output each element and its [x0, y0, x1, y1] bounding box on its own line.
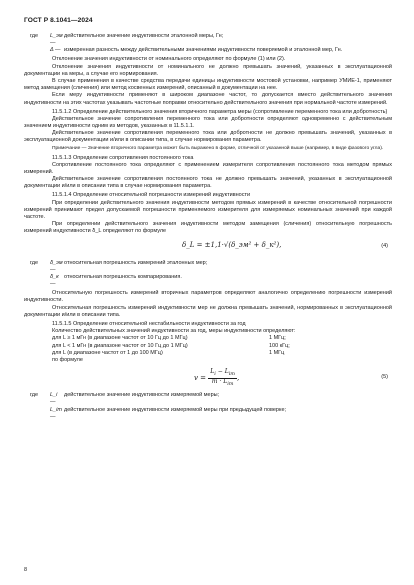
where-symbol: L_i —: [50, 392, 58, 406]
where-key: [24, 407, 50, 421]
where-desc: действительное значение индуктивности эталонной меры, Гн;: [64, 33, 224, 39]
where-line: [24, 260, 392, 274]
value-row: [24, 350, 392, 357]
where-desc: измеренная разность между действительными значениями индуктивности поверяемой и эталонной мер, Гн.: [64, 47, 343, 54]
where-key: где: [30, 392, 39, 399]
where-symbol: L_im —: [50, 406, 62, 420]
where-symbol: Δ —: [50, 47, 61, 54]
paragraph: Количество действительных значений индуктивности за год, меры индуктивности определяют:: [52, 328, 296, 335]
page-content: [24, 33, 392, 421]
value-row-value: 100 кГц;: [269, 342, 290, 349]
where-key: где: [30, 259, 39, 266]
section-heading-11-5-1-2: 11.5.1.2 Определение действительного значения вторичного параметра меры (сопротивление переменного тока или добротность): [52, 108, 388, 115]
paragraph: Действительное значение сопротивления переменного тока или добротности определяют одновременно с действительным значением индуктивности одним из методов, указанных в 11.5.1.1.: [24, 115, 392, 130]
paragraph: Действительное значение сопротивления постоянного тока не должно превышать значений, указанных в эксплуатационной документации и/или в описании типа в случае нормирования параметра.: [24, 176, 392, 190]
paragraph: Действительное значение сопротивления переменного тока или добротности не должно превышать значений, указанных в эксплуатационной документации и/или в описании типа, в случае нормирования параметра.: [24, 130, 392, 144]
where-line: [24, 407, 392, 421]
paragraph: Отклонение значения индуктивности от номинального не должно превышать значений, указанных в эксплуатационной документации на меры, а случае его нормирования.: [24, 63, 392, 77]
formula-4-number: (4): [381, 242, 388, 249]
paragraph: Относительная погрешность измерений индуктивности мер не должна превышать значений, нормированных в эксплуатационной документации и/или в описании типа.: [24, 304, 392, 318]
where-desc: относительная погрешность компарирования.: [64, 274, 182, 281]
where-line: [24, 33, 392, 47]
section-heading-11-5-1-4: 11.5.1.4 Определение относительной погрешности измерений индуктивности: [52, 192, 251, 199]
value-row-value: 1 МГц;: [269, 335, 286, 342]
formula-5-fraction: $\frac{L_i - L_{im}}{m \cdot L_{im}}$: [210, 368, 236, 387]
formula-5-number: (5): [381, 374, 388, 381]
paragraph: В случае применения в качестве средства передачи единицы индуктивности мостовой установки, например УМИЕ-1, применяют метод замещения (сличения) или метод косвенных измерений, описанный в документации на нее.: [24, 78, 392, 92]
where-desc: относительная погрешность измерений эталонных мер;: [64, 259, 208, 266]
note: [24, 146, 392, 152]
value-row-label: для L ≥ 1 мГн (в диапазоне частот от 10 Гц до 1 МГц): [52, 335, 188, 342]
paragraph: При определении действительного значения индуктивности методом замещения (сличения) относительную погрешность измерений индуктивности δ_L определяют по формуле: [24, 221, 392, 235]
paragraph: Если меру индуктивности применяют в широком диапазоне частот, то допускается вместо действительного значения индуктивности на этих частотах указывать частотные поправки относительно действительного значения при нормальной частоте измерений.: [24, 92, 392, 106]
note-text: Значение вторичного параметра может быть выражено в форме, отличной от указанной выше (например, в виде фазового угла).: [87, 146, 384, 152]
where-symbol: δ_эм —: [50, 259, 63, 273]
section-heading-11-5-1-5: 11.5.1.5 Определение относительной нестабильности индуктивности за год: [52, 320, 246, 327]
paragraph: по формуле: [52, 356, 83, 363]
paragraph: Сопротивление постоянного тока определяют с применением измерителя сопротивления постоянного тока методом прямых измерений.: [24, 161, 392, 176]
document-header: ГОСТ Р 8.1041—2024: [24, 17, 93, 24]
note-label: Примечание —: [52, 146, 87, 152]
paragraph: Отклонение значения индуктивности от номинального определяют по формуле (1) или (2).: [52, 56, 286, 63]
section-heading-11-5-1-3: 11.5.1.3 Определение сопротивления постоянного тока: [52, 154, 194, 161]
where-line: [24, 47, 392, 54]
paragraph: При определении действительного значения индуктивности методом прямых измерений в качестве относительной погрешности измерений принимают предел допускаемой погрешности применяемого измерителя для измеряемых номинальных значений при каждой частоте.: [24, 199, 392, 221]
formula-4-expression: δ_L = ±1,1·√(δ_эм² + δ_к²),: [182, 240, 282, 249]
value-row-value: 1 МГц: [269, 349, 285, 356]
where-desc: действительное значение индуктивности измеряемой меры при предыдущей поверке;: [64, 406, 287, 413]
where-key: где: [30, 33, 39, 39]
value-row: [24, 335, 392, 342]
value-row: [24, 343, 392, 350]
where-desc: действительное значение индуктивности измеряемой меры;: [64, 392, 220, 399]
where-line: [24, 274, 392, 288]
where-symbol: δ_к —: [50, 274, 59, 288]
formula-5: [24, 367, 392, 389]
paragraph: Относительную погрешность измерений вторичных параметров определяют аналогично определению погрешности измерений индуктивности.: [24, 290, 392, 304]
value-row-label: для L (в диапазоне частот от 1 до 100 МГц): [52, 349, 163, 356]
formula-5-expression: v = $\frac{L_i - L_{im}}{m \cdot L_{im}}$ ,: [194, 368, 240, 387]
where-symbol: L_эм —: [50, 33, 63, 47]
where-key: [24, 274, 50, 288]
where-key: [24, 47, 50, 54]
formula-4: [24, 239, 392, 257]
page-number: 8: [24, 567, 28, 573]
value-row-label: для L < 1 мГн (в диапазоне частот от 10 Гц до 1 МГц): [52, 342, 188, 349]
where-line: [24, 392, 392, 406]
